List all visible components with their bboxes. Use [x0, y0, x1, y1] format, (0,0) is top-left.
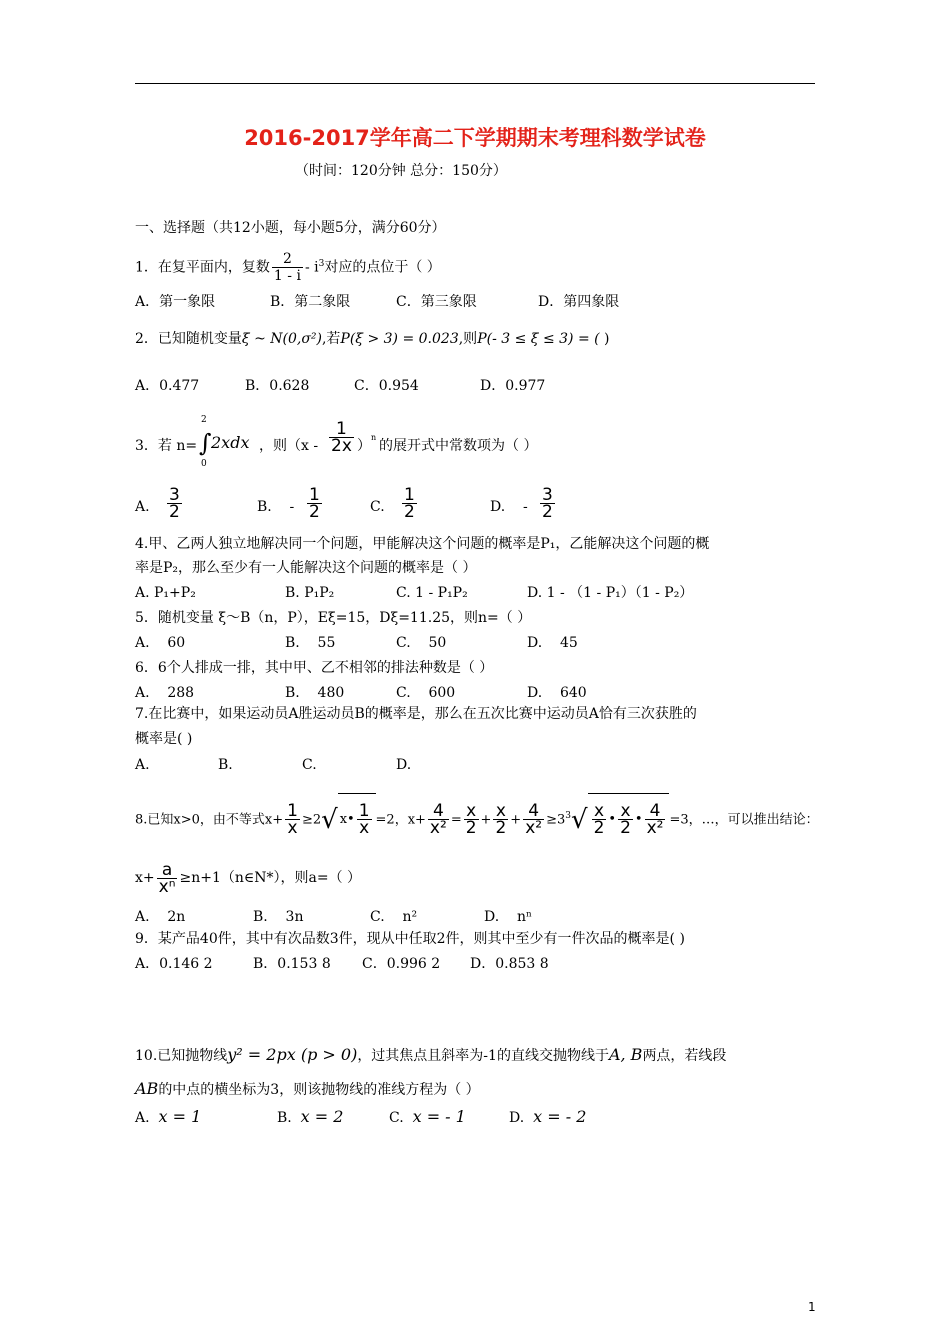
q8-frac-8-num: x	[618, 803, 633, 820]
q9-option-a: A．0.146 2	[135, 956, 213, 972]
header-rule	[135, 83, 815, 84]
q8-line2-text-a: x+	[135, 870, 155, 886]
q8-frac-conclusion-num: a	[157, 862, 178, 879]
q10-text-d: 的中点的横坐标为3，则该抛物线的准线方程为（ ）	[158, 1082, 480, 1098]
q1-option-a: A．第一象限	[135, 294, 216, 310]
q8-frac-1	[285, 801, 300, 839]
q8-frac-1-num: 1	[287, 801, 298, 822]
q3-option-b-frac	[307, 487, 322, 520]
q3-text-b: ，则（x -	[259, 438, 319, 454]
q3-option-b-den: 2	[309, 502, 320, 522]
q10-option-a	[135, 1108, 201, 1127]
q2-option-d: D．0.977	[480, 378, 546, 394]
q3-option-b-label: B. -	[257, 499, 295, 515]
q2-text-d: )	[599, 331, 610, 347]
question-8-line1	[135, 790, 819, 846]
q8-dot-1: •	[608, 812, 617, 828]
q1-text-b: - i	[304, 259, 319, 276]
q10-text-b: ，过其焦点且斜率为-1的直线交抛物线于	[357, 1048, 609, 1064]
q10-expr-points: A, B	[608, 1045, 643, 1064]
q8-text-f: =3，…，可以推出结论：	[669, 812, 819, 828]
q3-option-c-num: 1	[404, 485, 415, 505]
q8-text-e: ≥3	[546, 812, 566, 828]
q3-text-a: 3．若 n=	[135, 438, 198, 454]
q8-frac-2-den: x	[359, 818, 370, 839]
cube-root-icon: √	[570, 804, 588, 835]
q10-option-b-label: B.	[277, 1110, 292, 1126]
q3-frac-num: 1	[329, 421, 354, 438]
q8-option-b: B. 3n	[253, 909, 304, 925]
q1-option-b: B．第二象限	[270, 294, 351, 310]
q2-expr-distribution: ξ ~ N(0,σ²)	[241, 331, 322, 347]
q10-option-c-expr: x = - 1	[412, 1107, 466, 1126]
q10-option-c-label: C.	[389, 1110, 404, 1126]
q10-option-c	[389, 1108, 466, 1127]
question-1-stem	[135, 246, 441, 286]
question-10-line1	[135, 1046, 726, 1065]
q1-option-d: D．第四象限	[538, 294, 620, 310]
q8-frac-2-num: 1	[358, 801, 370, 822]
question-7-line1: 7.在比赛中，如果运动员A胜运动员B的概率是，那么在五次比赛中运动员A恰有三次获胜的	[135, 706, 697, 722]
q3-option-d-label: D. -	[490, 499, 528, 515]
q3-option-a-label: A.	[135, 499, 150, 515]
q8-frac-8	[618, 801, 633, 839]
q8-plus-2: +	[510, 812, 522, 828]
q10-option-b-expr: x = 2	[300, 1107, 344, 1126]
q1-text-a: 1．在复平面内，复数	[135, 259, 270, 276]
question-2-stem	[135, 330, 610, 348]
q2-text-c: ,则	[458, 331, 478, 347]
q8-option-c: C. n²	[370, 909, 418, 925]
q1-frac-den: 1 - i	[273, 268, 301, 285]
q7-option-d: D.	[396, 757, 412, 773]
section-heading: 一、选择题（共12小题，每小题5分，满分60分）	[135, 220, 446, 236]
q10-expr-segment: AB	[135, 1079, 159, 1098]
q2-expr-query: P(- 3 ≤ ξ ≤ 3) = (	[477, 331, 600, 347]
q10-option-d	[509, 1108, 586, 1127]
q3-fraction	[329, 421, 354, 454]
q7-option-a: A.	[135, 757, 150, 773]
q8-frac-9-num: 4	[645, 803, 666, 820]
q3-integrand: 2xdx	[211, 433, 250, 452]
q8-frac-6-den: x²	[525, 818, 543, 839]
sqrt-icon: √	[321, 804, 338, 835]
q9-option-b: B．0.153 8	[253, 956, 331, 972]
q3-option-d-frac	[540, 487, 555, 520]
q4-option-a: A. P₁+P₂	[135, 585, 196, 601]
q3-frac-den: 2x	[331, 436, 352, 456]
q10-option-d-label: D.	[509, 1110, 525, 1126]
q8-frac-5	[493, 801, 508, 839]
question-6-stem: 6．6个人排成一排，其中甲、乙不相邻的排法种数是（ ）	[135, 660, 494, 676]
q2-option-a: A．0.477	[135, 378, 200, 394]
q2-text-a: 2．已知随机变量	[135, 331, 242, 347]
question-4-line2: 率是P₂，那么至少有一人能解决这个问题的概率是（ ）	[135, 560, 477, 576]
q4-option-d: D. 1 - （1 - P₁）（1 - P₂）	[527, 585, 694, 601]
q5-option-a: A. 60	[135, 635, 186, 651]
q8-frac-conclusion	[157, 859, 178, 897]
q8-frac-7-den: 2	[593, 818, 605, 839]
q9-option-c: C．0.996 2	[362, 956, 441, 972]
q8-frac-2	[357, 801, 372, 839]
q2-text-b: ,若	[321, 331, 341, 347]
q3-option-c-label: C.	[370, 499, 385, 515]
exam-title: 2016-2017学年高二下学期期末考理科数学试卷	[244, 126, 706, 150]
q10-option-b	[277, 1108, 343, 1127]
q8-text-c: =2，x+	[375, 812, 426, 828]
question-5-stem: 5．随机变量 ξ～B（n，P），Eξ=15，Dξ=11.25，则n=（ ）	[135, 610, 532, 626]
q3-option-d-den: 2	[542, 502, 553, 522]
exam-subtitle: （时间：120分钟 总分：150分）	[295, 163, 507, 179]
q8-frac-4-num: x	[464, 803, 479, 820]
q8-dot-2: •	[634, 812, 643, 828]
q3-text-c: ）	[357, 438, 371, 454]
q8-radical-1-term: x•	[339, 812, 355, 828]
q10-option-a-expr: x = 1	[158, 1107, 202, 1126]
q10-option-a-label: A.	[135, 1110, 150, 1126]
q1-option-c: C．第三象限	[396, 294, 477, 310]
q1-text-c: 对应的点位于（ ）	[324, 259, 441, 276]
q10-text-a: 10.已知抛物线	[135, 1048, 228, 1064]
q4-option-c: C. 1 - P₁P₂	[396, 585, 468, 601]
q8-frac-4-den: 2	[465, 818, 477, 839]
q3-text-d: 的展开式中常数项为（ ）	[379, 438, 538, 454]
q10-option-d-expr: x = - 2	[533, 1107, 587, 1126]
q8-frac-3-den: x²	[429, 818, 447, 839]
q8-frac-7-num: x	[592, 803, 607, 820]
q1-exp: 3	[318, 259, 325, 269]
q3-option-a-den: 2	[169, 502, 180, 522]
q2-option-c: C．0.954	[354, 378, 419, 394]
q3-option-c-den: 2	[404, 502, 415, 522]
q8-text-a: 8.已知x>0，由不等式x+	[135, 812, 284, 828]
q9-option-d: D．0.853 8	[470, 956, 549, 972]
q8-frac-5-num: x	[493, 803, 508, 820]
q3-option-b-num: 1	[309, 485, 320, 505]
q5-option-c: C. 50	[396, 635, 447, 651]
q3-integral-lower: 0	[201, 459, 207, 469]
q2-option-b: B．0.628	[245, 378, 310, 394]
question-9-stem: 9．某产品40件，其中有次品数3件，现从中任取2件，则其中至少有一件次品的概率是( )	[135, 931, 685, 947]
q5-option-b: B. 55	[285, 635, 336, 651]
q3-option-d-num: 3	[542, 485, 553, 505]
q8-text-b: ≥2	[301, 812, 322, 828]
q8-plus-1: +	[480, 812, 492, 828]
q3-integral-upper: 2	[201, 415, 207, 425]
q7-option-c: C.	[302, 757, 317, 773]
q8-option-a: A. 2n	[135, 909, 186, 925]
q3-exponent: n	[371, 433, 377, 442]
q6-option-b: B. 480	[285, 685, 345, 701]
q8-root-index: 3	[565, 811, 571, 821]
q8-radical-2	[588, 793, 670, 846]
q6-option-a: A. 288	[135, 685, 195, 701]
q8-frac-4	[464, 801, 479, 839]
question-8-line2	[135, 856, 361, 900]
q4-option-b: B. P₁P₂	[285, 585, 335, 601]
q1-fraction	[272, 251, 303, 284]
q8-frac-7	[592, 801, 607, 839]
integral-sign-icon: ∫	[199, 429, 212, 457]
q8-frac-6	[523, 801, 544, 839]
q8-frac-9-den: x²	[646, 818, 664, 839]
q8-option-d: D. nⁿ	[484, 909, 533, 925]
q10-expr-parabola: y² = 2px (p > 0)	[227, 1045, 358, 1064]
q10-text-c: 两点，若线段	[642, 1048, 727, 1064]
page-number: 1	[808, 1300, 816, 1314]
question-7-line2: 概率是( )	[135, 731, 193, 747]
q7-option-b: B.	[218, 757, 233, 773]
q6-option-d: D. 640	[527, 685, 587, 701]
q8-line2-text-b: ≥n+1（n∈N*），则a=（ ）	[179, 870, 362, 886]
question-4-line1: 4.甲、乙两人独立地解决同一个问题，甲能解决这个问题的概率是P₁，乙能解决这个问题的概	[135, 536, 710, 552]
q8-frac-3	[428, 801, 449, 839]
q8-frac-5-den: 2	[495, 818, 507, 839]
q8-frac-3-num: 4	[428, 803, 449, 820]
q5-option-d: D. 45	[527, 635, 578, 651]
q3-option-a-frac	[167, 487, 182, 520]
q8-frac-8-den: 2	[620, 818, 631, 839]
q8-frac-9	[645, 801, 666, 839]
q8-text-d: =	[450, 812, 462, 828]
question-10-line2	[135, 1080, 480, 1099]
q3-option-c-frac	[402, 487, 417, 520]
q3-option-a-num: 3	[169, 485, 180, 505]
q8-frac-conclusion-den: xⁿ	[158, 876, 176, 897]
q8-frac-6-num: 4	[523, 803, 544, 820]
q2-expr-prob: P(ξ > 3) = 0.023	[340, 331, 459, 347]
q6-option-c: C. 600	[396, 685, 456, 701]
q8-radical-1	[338, 793, 376, 846]
q8-frac-1-den: x	[287, 818, 298, 839]
q1-frac-num: 2	[272, 251, 303, 268]
